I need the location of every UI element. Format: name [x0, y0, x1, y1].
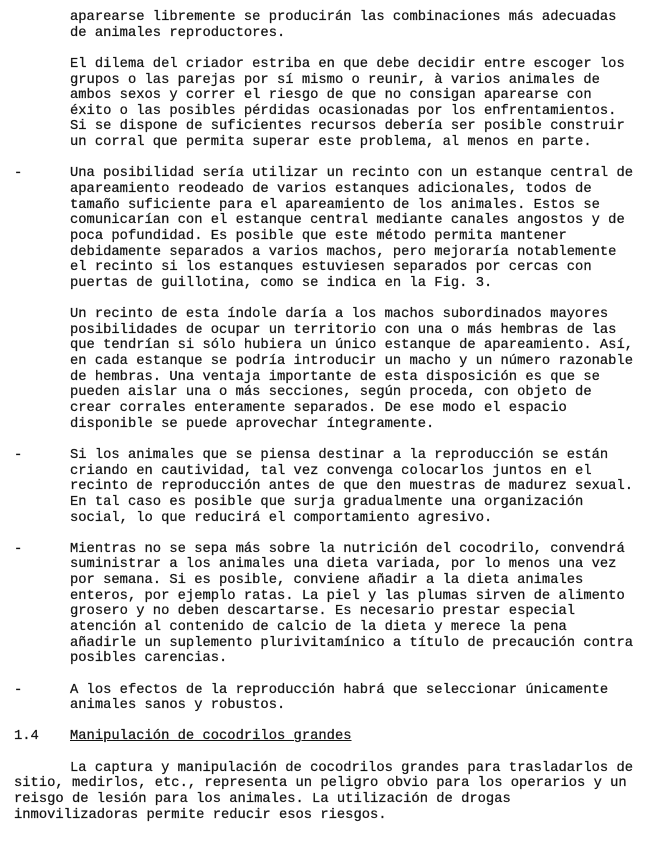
text-line — [14, 620, 644, 636]
text-line — [14, 401, 644, 417]
paragraph — [14, 307, 644, 432]
line-text: éxito o las posibles pérdidas ocasionadas por los enfrentamientos. — [70, 103, 617, 119]
line-text: Si los animales que se piensa destinar a la reproducción se están — [70, 447, 609, 463]
line-text: pueden aislar una o más secciones, según proceda, con objeto de — [70, 385, 592, 401]
text-line — [14, 511, 644, 527]
line-text: el recinto si los estanques estuviesen separados por cercas con — [70, 260, 592, 276]
text-line — [14, 542, 644, 558]
text-line — [14, 776, 644, 792]
bullet-dash: - — [14, 447, 23, 463]
text-line — [14, 495, 644, 511]
text-line — [14, 604, 644, 620]
text-line — [14, 464, 644, 480]
text-line — [14, 589, 644, 605]
text-line — [14, 104, 644, 120]
line-text: añadirle un suplemento plurivitamínico a título de precaución contra — [70, 635, 634, 651]
paragraph — [14, 57, 644, 151]
line-text: social, lo que reducirá el comportamiento agresivo. — [70, 510, 493, 526]
text-line — [14, 792, 644, 808]
line-text: recinto de reproducción antes de que den muestras de madurez sexual. — [70, 479, 634, 495]
line-text: apareamiento reodeado de varios estanques adicionales, todos de — [70, 182, 592, 198]
text-line — [14, 385, 644, 401]
text-line — [14, 354, 644, 370]
text-line — [14, 683, 644, 699]
line-text: que tendrían si sólo hubiera un único estanque de apareamiento. Así, — [70, 338, 634, 354]
line-text: animales sanos y robustos. — [70, 698, 286, 714]
text-line — [14, 808, 644, 824]
line-text: de animales reproductores. — [70, 25, 286, 41]
bullet-dash: - — [14, 682, 23, 698]
line-text: Una posibilidad sería utilizar un recinto con un estanque central de — [70, 166, 634, 182]
text-line — [14, 198, 644, 214]
text-line — [14, 729, 644, 745]
line-text: atención al contenido de calcio de la dieta y merece la pena — [70, 619, 567, 635]
text-line — [14, 182, 644, 198]
line-text: disponible se puede aprovechar íntegramente. — [70, 416, 435, 432]
text-line — [14, 166, 644, 182]
line-text: suministrar a los animales una dieta variada, por lo menos una vez — [70, 557, 617, 573]
text-line — [14, 761, 644, 777]
text-line — [14, 338, 644, 354]
line-text: inmovilizadoras permite reducir esos riesgos. — [14, 807, 387, 823]
text-line — [14, 479, 644, 495]
line-text: tamaño suficiente para el apareamiento de los animales. Estos se — [70, 197, 600, 213]
line-text: reisgo de lesión para los animales. La utilización de drogas — [14, 792, 511, 808]
bullet-dash: - — [14, 166, 23, 182]
text-line — [14, 10, 644, 26]
bullet-dash: - — [14, 541, 23, 557]
line-text: posibilidades de ocupar un territorio con una o más hembras de las — [70, 322, 617, 338]
text-line — [14, 135, 644, 151]
text-line — [14, 651, 644, 667]
text-line — [14, 448, 644, 464]
text-line — [14, 88, 644, 104]
line-text: criando en cautividad, tal vez convenga colocarlos juntos en el — [70, 463, 592, 479]
line-text: en cada estanque se podría introducir un macho y un número razonable — [70, 354, 634, 370]
line-text: puertas de guillotina, como se indica en la Fig. 3. — [70, 275, 493, 291]
text-line — [14, 417, 644, 433]
line-text: En tal caso es posible que surja gradualmente una organización — [70, 494, 584, 510]
text-line — [14, 245, 644, 261]
bullet-paragraph — [14, 448, 644, 526]
text-line — [14, 26, 644, 42]
bullet-paragraph — [14, 683, 644, 714]
line-text: La captura y manipulación de cocodrilos grandes para trasladarlos de — [70, 760, 634, 776]
line-text: A los efectos de la reproducción habrá que seleccionar únicamente — [70, 682, 609, 698]
paragraph — [14, 10, 644, 41]
line-text: grupos o las parejas por sí mismo o reunir, à varios animales de — [70, 72, 600, 88]
line-text: comunicarían con el estanque central mediante canales angostos y de — [70, 213, 625, 229]
line-text: grosero y no deben descartarse. Es necesario prestar especial — [70, 604, 576, 620]
line-text: un corral que permita superar este problema, al menos en parte. — [70, 135, 592, 151]
text-line — [14, 636, 644, 652]
line-text: crear corrales enteramente separados. De ese modo el espacio — [70, 401, 567, 417]
line-text: por semana. Si es posible, conviene añadir a la dieta animales — [70, 573, 584, 589]
line-text: Mientras no se sepa más sobre la nutrición del cocodrilo, convendrá — [70, 541, 625, 557]
line-text: Un recinto de esta índole daría a los machos subordinados mayores — [70, 307, 609, 323]
text-line — [14, 370, 644, 386]
text-line — [14, 57, 644, 73]
line-text: de hembras. Una ventaja importante de esta disposición es que se — [70, 369, 600, 385]
text-line — [14, 119, 644, 135]
text-line — [14, 557, 644, 573]
text-line — [14, 229, 644, 245]
section-title: Manipulación de cocodrilos grandes — [70, 729, 352, 745]
document-page — [14, 10, 644, 823]
text-line — [14, 307, 644, 323]
text-line — [14, 276, 644, 292]
section-number: 1.4 — [14, 729, 39, 745]
text-line — [14, 573, 644, 589]
text-line — [14, 213, 644, 229]
line-text: enteros, por ejemplo ratas. La piel y las plumas sirven de alimento — [70, 588, 625, 604]
section-heading — [14, 729, 644, 745]
text-line — [14, 73, 644, 89]
line-text: ambos sexos y correr el riesgo de que no consigan aparearse con — [70, 88, 592, 104]
line-text: debidamente separados a varios machos, pero mejoraría notablemente — [70, 244, 617, 260]
paragraph — [14, 761, 644, 824]
text-line — [14, 260, 644, 276]
line-text: sitio, medirlos, etc., representa un peligro obvio para los operarios y un — [14, 776, 627, 792]
line-text: Si se dispone de suficientes recursos debería ser posible construir — [70, 119, 625, 135]
text-line — [14, 323, 644, 339]
line-text: poca pofundidad. Es posible que este método permita mantener — [70, 228, 567, 244]
text-line — [14, 698, 644, 714]
bullet-paragraph — [14, 166, 644, 291]
line-text: aparearse libremente se producirán las combinaciones más adecuadas — [70, 10, 617, 25]
line-text: El dilema del criador estriba en que debe decidir entre escoger los — [70, 56, 625, 72]
bullet-paragraph — [14, 542, 644, 667]
line-text: posibles carencias. — [70, 651, 228, 667]
